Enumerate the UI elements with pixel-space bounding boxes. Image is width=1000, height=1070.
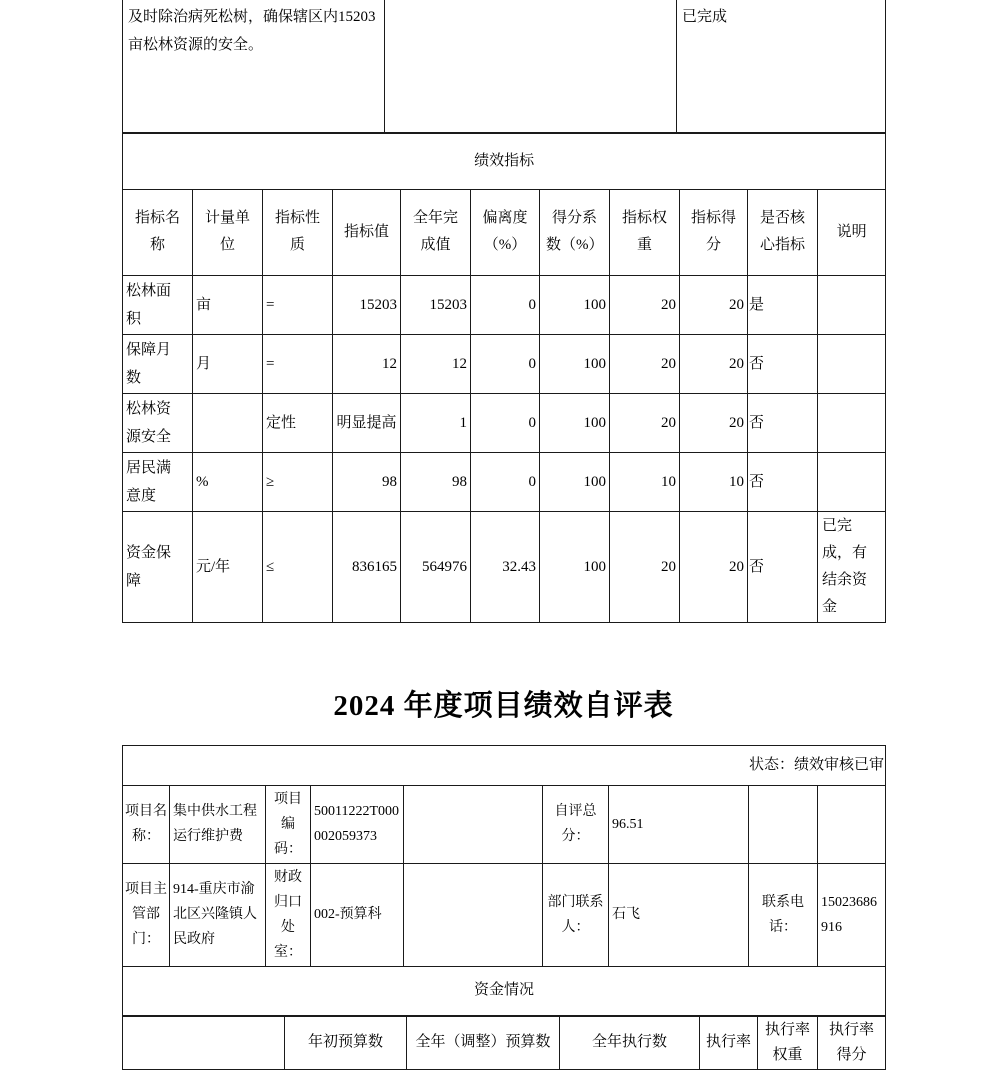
funding-header-adjusted-budget: 全年（调整）预算数 — [407, 1016, 560, 1069]
column-header-actual: 全年完成值 — [401, 189, 471, 275]
column-header-unit: 计量单位 — [193, 189, 263, 275]
funding-header-execution-rate: 执行率 — [700, 1016, 758, 1069]
fragment-row — [123, 0, 886, 132]
phone-value: 15023686916 — [818, 863, 886, 966]
column-header-nature: 指标性质 — [263, 189, 333, 275]
cell-actual: 564976 — [401, 511, 471, 622]
cell-target: 12 — [333, 334, 401, 393]
cell-weight: 20 — [610, 393, 680, 452]
empty-cell — [404, 785, 543, 863]
funding-header-blank — [123, 1016, 285, 1069]
cell-nature: = — [263, 334, 333, 393]
cell-deviation: 0 — [471, 275, 540, 334]
column-header-target: 指标值 — [333, 189, 401, 275]
cell-coefficient: 100 — [540, 275, 610, 334]
cell-nature: ≥ — [263, 452, 333, 511]
project-info-table — [122, 745, 886, 1016]
empty-cell — [749, 785, 818, 863]
column-header-coefficient: 得分系数（%） — [540, 189, 610, 275]
cell-indicator-name: 居民满意度 — [123, 452, 193, 511]
cell-weight: 20 — [610, 275, 680, 334]
cell-score: 20 — [680, 275, 748, 334]
cell-target: 98 — [333, 452, 401, 511]
contact-value: 石飞 — [609, 863, 749, 966]
project-name-value: 集中供水工程运行维护费 — [170, 785, 266, 863]
cell-nature: 定性 — [263, 393, 333, 452]
cell-actual: 15203 — [401, 275, 471, 334]
cell-indicator-name: 资金保障 — [123, 511, 193, 622]
cell-note: 已完成，有结余资金 — [818, 511, 886, 622]
cell-note — [818, 393, 886, 452]
dept-value: 914-重庆市渝北区兴隆镇人民政府 — [170, 863, 266, 966]
phone-label: 联系电话： — [749, 863, 818, 966]
cell-indicator-name: 保障月数 — [123, 334, 193, 393]
cell-target: 15203 — [333, 275, 401, 334]
page-title: 2024 年度项目绩效自评表 — [333, 689, 674, 722]
indicator-row — [123, 452, 886, 511]
cell-deviation: 32.43 — [471, 511, 540, 622]
cell-note — [818, 452, 886, 511]
funding-section-title: 资金情况 — [123, 966, 886, 1015]
finance-office-label: 财政归口处室： — [266, 863, 311, 966]
indicator-row — [123, 275, 886, 334]
self-score-label: 自评总分： — [543, 785, 609, 863]
column-header-deviation: 偏离度（%） — [471, 189, 540, 275]
dept-label: 项目主管部门： — [123, 863, 170, 966]
funding-header-initial-budget: 年初预算数 — [285, 1016, 407, 1069]
previous-table-fragment — [122, 0, 886, 133]
project-name-row — [123, 785, 886, 863]
cell-deviation: 0 — [471, 452, 540, 511]
funding-header-rate-score: 执行率得分 — [818, 1016, 886, 1069]
empty-cell — [404, 863, 543, 966]
cell-coefficient: 100 — [540, 393, 610, 452]
fragment-empty-cell — [385, 0, 677, 132]
project-dept-row — [123, 863, 886, 966]
cell-core: 否 — [748, 452, 818, 511]
cell-score: 20 — [680, 511, 748, 622]
indicators-table — [122, 133, 886, 623]
project-code-label: 项目编码： — [266, 785, 311, 863]
indicator-row — [123, 511, 886, 622]
project-name-label: 项目名称： — [123, 785, 170, 863]
cell-core: 否 — [748, 334, 818, 393]
cell-score: 20 — [680, 393, 748, 452]
indicator-row — [123, 393, 886, 452]
indicators-header-row — [123, 189, 886, 275]
column-header-note: 说明 — [818, 189, 886, 275]
indicator-row — [123, 334, 886, 393]
indicators-section-row — [123, 133, 886, 189]
funding-section-row — [123, 966, 886, 1015]
empty-cell — [818, 785, 886, 863]
cell-note — [818, 275, 886, 334]
cell-actual: 98 — [401, 452, 471, 511]
cell-indicator-name: 松林面积 — [123, 275, 193, 334]
cell-nature: ≤ — [263, 511, 333, 622]
funding-table — [122, 1016, 886, 1070]
indicators-section-title: 绩效指标 — [123, 133, 886, 189]
column-header-name: 指标名称 — [123, 189, 193, 275]
contact-label: 部门联系人： — [543, 863, 609, 966]
fragment-activity-cell: 及时除治病死松树，确保辖区内15203 亩松林资源的安全。 — [123, 0, 385, 132]
cell-weight: 20 — [610, 511, 680, 622]
funding-header-row — [123, 1016, 886, 1069]
cell-weight: 20 — [610, 334, 680, 393]
cell-unit: % — [193, 452, 263, 511]
project-code-value: 50011222T000002059373 — [311, 785, 404, 863]
cell-deviation: 0 — [471, 334, 540, 393]
column-header-core: 是否核心指标 — [748, 189, 818, 275]
cell-score: 10 — [680, 452, 748, 511]
document-page — [122, 0, 885, 1070]
column-header-weight: 指标权重 — [610, 189, 680, 275]
cell-target: 明显提高 — [333, 393, 401, 452]
funding-header-executed: 全年执行数 — [560, 1016, 700, 1069]
cell-target: 836165 — [333, 511, 401, 622]
review-status: 状态：绩效审核已审 — [123, 745, 886, 785]
cell-core: 是 — [748, 275, 818, 334]
cell-actual: 12 — [401, 334, 471, 393]
status-row — [123, 745, 886, 785]
cell-coefficient: 100 — [540, 511, 610, 622]
cell-score: 20 — [680, 334, 748, 393]
cell-core: 否 — [748, 511, 818, 622]
cell-nature: = — [263, 275, 333, 334]
cell-weight: 10 — [610, 452, 680, 511]
cell-unit: 亩 — [193, 275, 263, 334]
self-score-value: 96.51 — [609, 785, 749, 863]
column-header-score: 指标得分 — [680, 189, 748, 275]
cell-unit: 元/年 — [193, 511, 263, 622]
cell-core: 否 — [748, 393, 818, 452]
cell-coefficient: 100 — [540, 334, 610, 393]
finance-office-value: 002-预算科 — [311, 863, 404, 966]
cell-unit: 月 — [193, 334, 263, 393]
cell-indicator-name: 松林资源安全 — [123, 393, 193, 452]
cell-note — [818, 334, 886, 393]
cell-actual: 1 — [401, 393, 471, 452]
cell-deviation: 0 — [471, 393, 540, 452]
fragment-status-cell: 已完成 — [677, 0, 886, 132]
funding-header-rate-weight: 执行率权重 — [758, 1016, 818, 1069]
cell-unit — [193, 393, 263, 452]
cell-coefficient: 100 — [540, 452, 610, 511]
